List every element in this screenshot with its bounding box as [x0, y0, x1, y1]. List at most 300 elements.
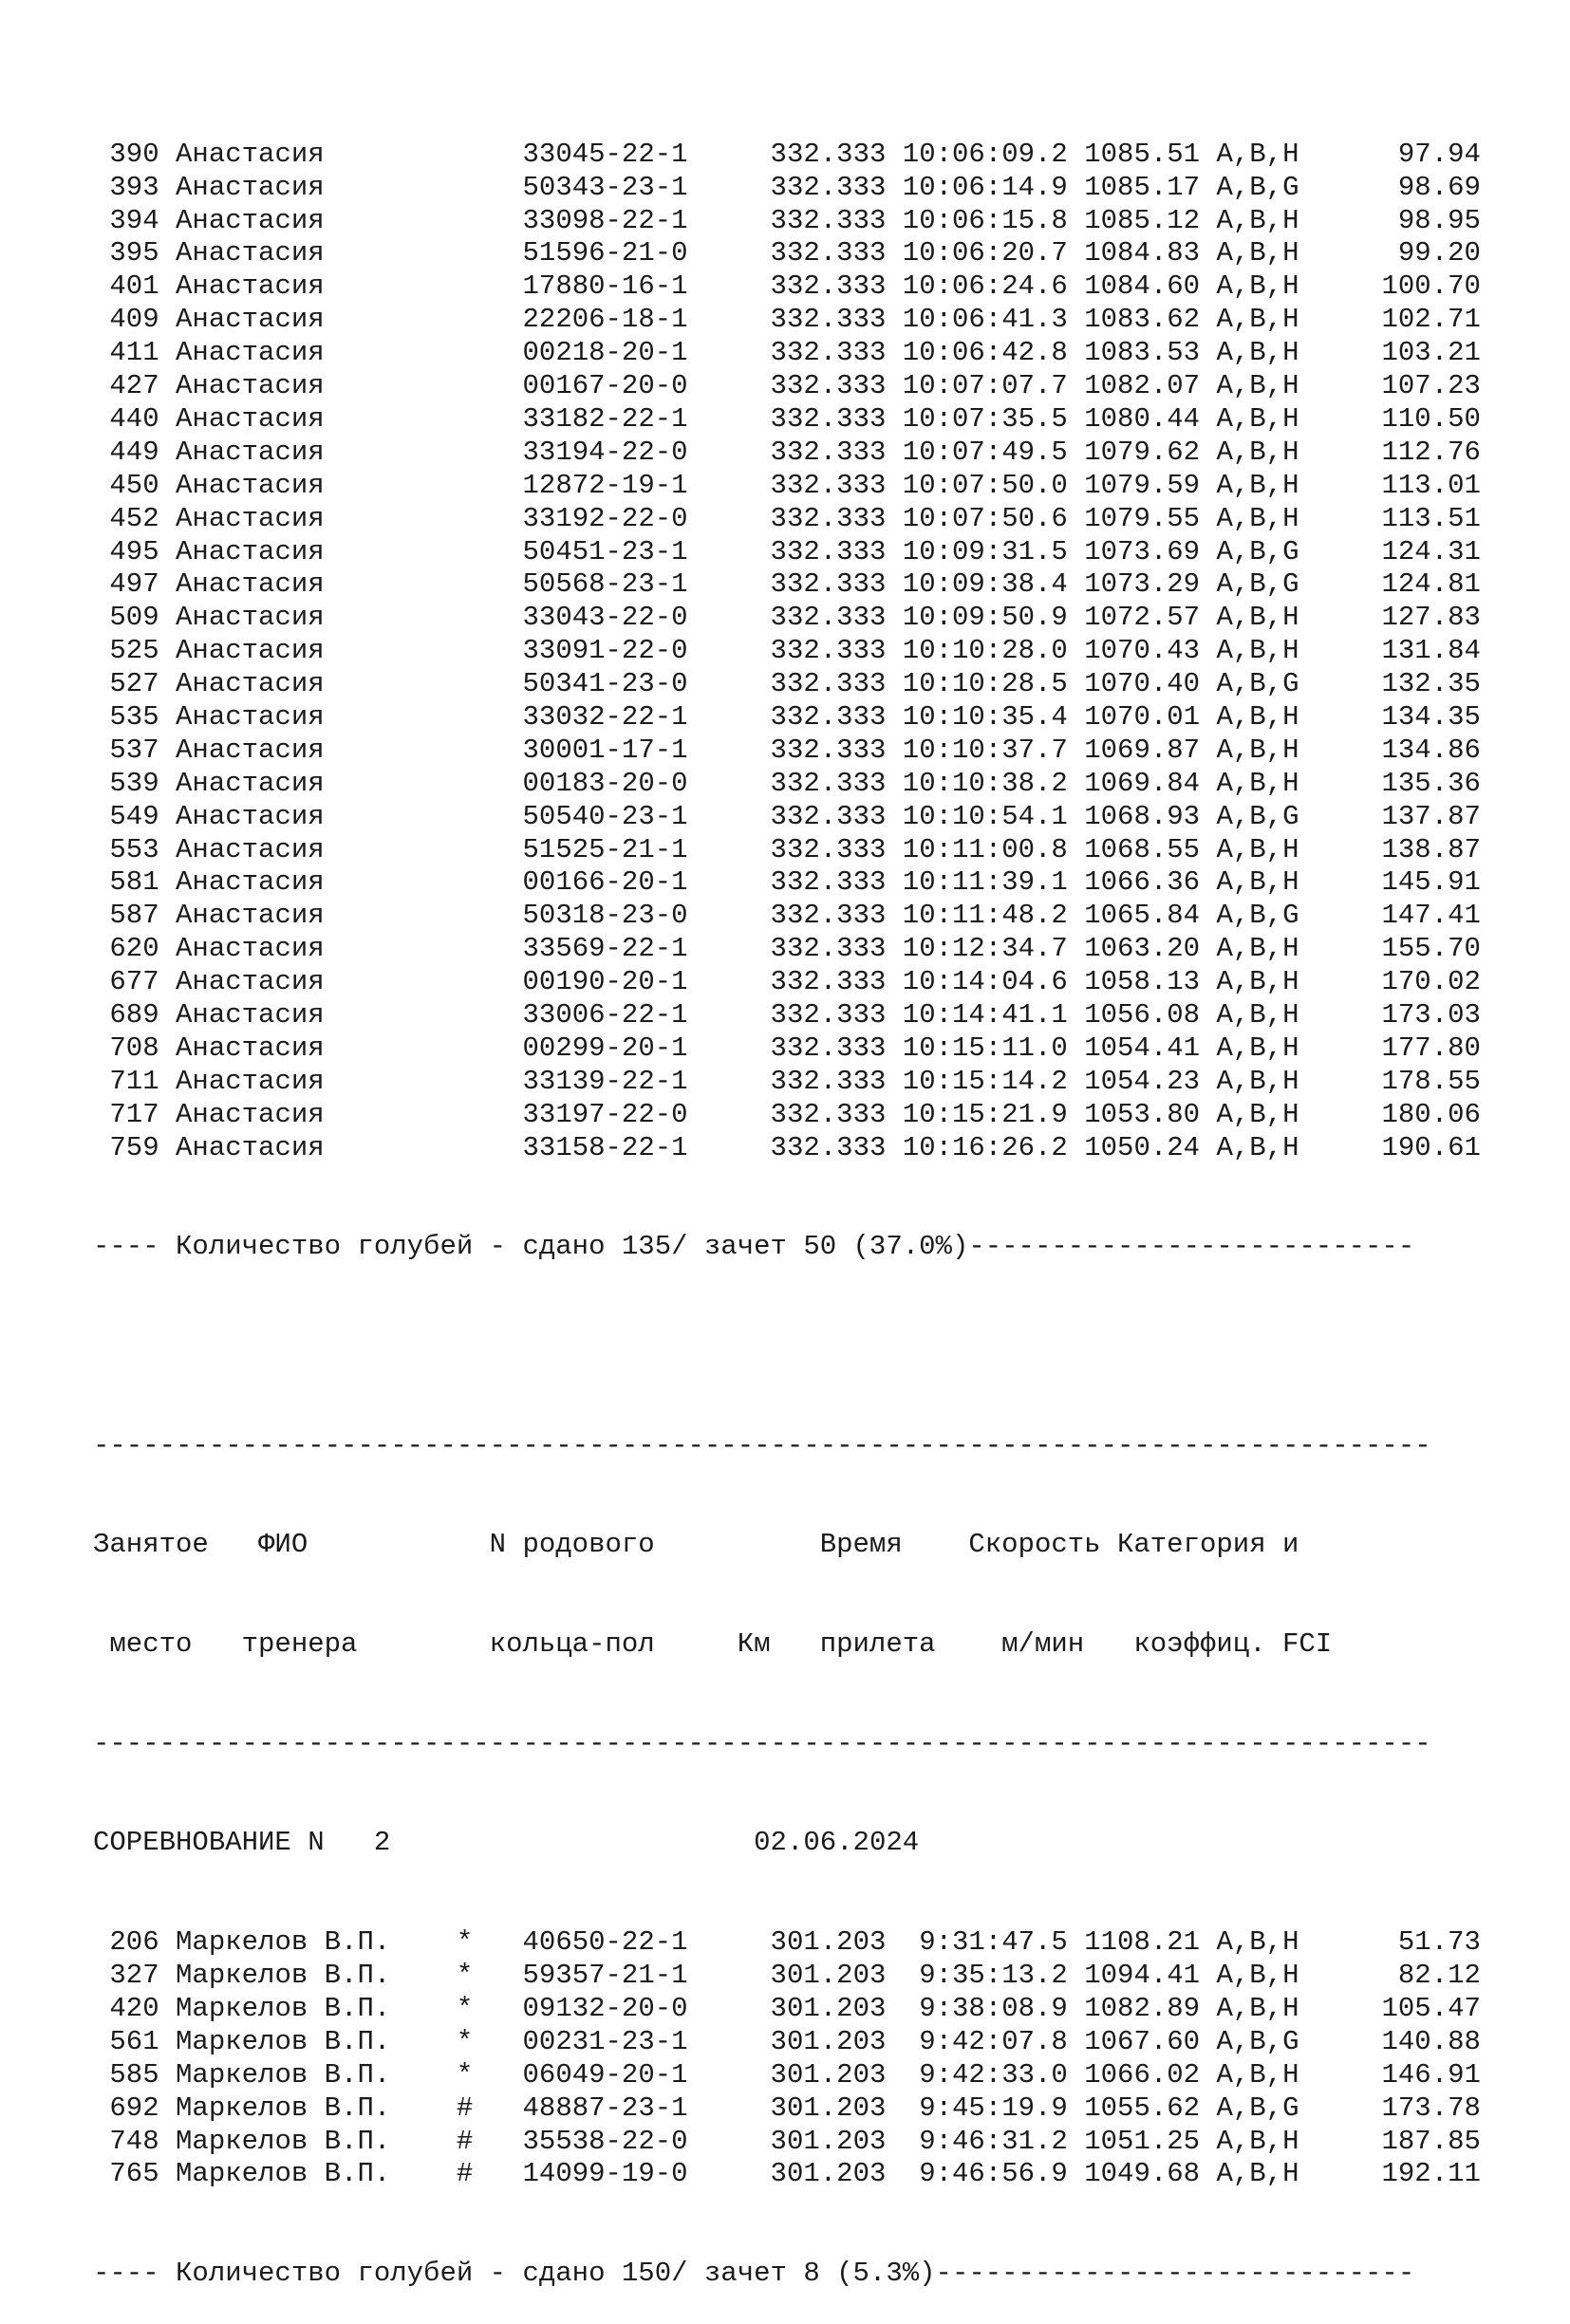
cell-time: 9:46:56.9 [886, 2158, 1068, 2190]
cell-coef: 112.76 [1299, 436, 1481, 468]
table-row [93, 635, 1481, 668]
cell-place: 587 [109, 900, 159, 932]
cell-time: 10:06:20.7 [886, 237, 1068, 270]
cell-spacer [159, 437, 176, 468]
cell-spacer [159, 2158, 176, 2189]
cell-place: 620 [109, 933, 159, 965]
cell-speed: 1085.51 [1084, 138, 1201, 170]
table-row [93, 866, 1481, 900]
cell-speed: 1058.13 [1084, 966, 1201, 998]
cell-spacer [159, 999, 176, 1031]
cell-time: 10:15:21.9 [886, 1098, 1068, 1130]
cell-name: Анастасия [176, 1131, 457, 1163]
cell-spacer [506, 999, 522, 1031]
cell-spacer [1200, 403, 1216, 435]
cell-spacer [1200, 2126, 1216, 2157]
cell-ring: 33032-22-1 [522, 700, 688, 733]
cell-ring: 59357-21-1 [522, 1960, 688, 1992]
cell-spacer [1200, 304, 1216, 335]
cell-ring: 33139-22-1 [522, 1065, 688, 1097]
cell-speed: 1070.40 [1084, 668, 1201, 700]
cell-ring: 00218-20-1 [522, 337, 688, 369]
cell-time: 10:07:50.0 [886, 469, 1068, 501]
cell-place: 411 [109, 337, 159, 369]
cell-category: A,B,G [1216, 800, 1299, 832]
cell-time: 10:06:42.8 [886, 337, 1068, 369]
cell-coef: 124.31 [1299, 535, 1481, 567]
cell-spacer [93, 734, 109, 766]
cell-time: 10:09:38.4 [886, 568, 1068, 601]
cell-time: 10:06:09.2 [886, 138, 1068, 170]
cell-spacer [93, 172, 109, 203]
cell-spacer [506, 2158, 522, 2189]
cell-mark [457, 403, 506, 435]
cell-km: 301.203 [687, 2158, 887, 2190]
cell-mark [457, 139, 506, 170]
cell-ring: 09132-20-0 [522, 1992, 688, 2024]
cell-spacer [93, 139, 109, 170]
cell-spacer [1068, 470, 1084, 501]
cell-name: Анастасия [176, 469, 457, 501]
cell-mark [457, 237, 506, 269]
cell-km: 301.203 [687, 1960, 887, 1992]
cell-spacer [1068, 205, 1084, 236]
cell-spacer [1200, 734, 1216, 766]
cell-spacer [93, 768, 109, 799]
table-row [93, 668, 1481, 701]
cell-ring: 35538-22-0 [522, 2125, 688, 2157]
table-row [93, 1960, 1481, 1993]
cell-spacer [1200, 768, 1216, 799]
cell-category: A,B,H [1216, 866, 1299, 899]
cell-spacer [93, 2158, 109, 2189]
cell-speed: 1080.44 [1084, 402, 1201, 435]
cell-time: 10:06:41.3 [886, 304, 1068, 336]
cell-time: 10:10:54.1 [886, 800, 1068, 832]
cell-time: 10:10:28.0 [886, 635, 1068, 667]
cell-coef: 100.70 [1299, 270, 1481, 303]
cell-spacer [506, 801, 522, 832]
cell-name: Анастасия [176, 237, 457, 270]
cell-coef: 98.69 [1299, 171, 1481, 203]
cell-spacer [1068, 403, 1084, 435]
cell-ring: 50451-23-1 [522, 535, 688, 567]
cell-mark [457, 337, 506, 368]
cell-spacer [159, 734, 176, 766]
cell-place: 409 [109, 304, 159, 336]
cell-spacer [1200, 337, 1216, 368]
cell-mark [457, 470, 506, 501]
cell-spacer [1068, 1132, 1084, 1163]
cell-ring: 40650-22-1 [522, 1926, 688, 1959]
cell-speed: 1072.57 [1084, 602, 1201, 634]
table-row [93, 1099, 1481, 1132]
cell-spacer [159, 2059, 176, 2091]
cell-spacer [1200, 668, 1216, 699]
cell-spacer [1068, 437, 1084, 468]
cell-spacer [506, 635, 522, 666]
cell-spacer [1068, 304, 1084, 335]
cell-km: 332.333 [687, 469, 887, 501]
title-date-spacer [390, 1827, 754, 1858]
cell-spacer [1200, 1032, 1216, 1064]
cell-km: 332.333 [687, 204, 887, 236]
cell-ring: 33569-22-1 [522, 933, 688, 965]
table-row [93, 734, 1481, 768]
cell-speed: 1050.24 [1084, 1131, 1201, 1163]
table-row [93, 900, 1481, 933]
cell-name: Маркелов В.П. [176, 1960, 457, 1992]
cell-spacer [1068, 933, 1084, 964]
cell-coef: 51.73 [1299, 1926, 1481, 1959]
cell-spacer [159, 503, 176, 534]
cell-coef: 124.81 [1299, 568, 1481, 601]
cell-speed: 1073.29 [1084, 568, 1201, 601]
cell-coef: 135.36 [1299, 767, 1481, 799]
cell-spacer [159, 1032, 176, 1064]
cell-spacer [506, 205, 522, 236]
competition-date: 02.06.2024 [754, 1827, 920, 1859]
cell-time: 9:42:07.8 [886, 2025, 1068, 2057]
cell-name: Анастасия [176, 900, 457, 932]
cell-spacer [1200, 437, 1216, 468]
table-row [93, 1132, 1481, 1165]
cell-spacer [93, 337, 109, 368]
cell-spacer [506, 437, 522, 468]
cell-time: 10:15:11.0 [886, 1032, 1068, 1064]
header-rule-bottom: --------------------------------------------------------------------------------- [93, 1727, 1431, 1759]
cell-ring: 33182-22-1 [522, 402, 688, 435]
table-row [93, 205, 1481, 238]
cell-category: A,B,H [1216, 2058, 1299, 2091]
cell-ring: 33192-22-0 [522, 502, 688, 534]
cell-km: 332.333 [687, 337, 887, 369]
table-row [93, 999, 1481, 1032]
cell-name: Анастасия [176, 866, 457, 899]
cell-time: 10:10:38.2 [886, 767, 1068, 799]
cell-mark [457, 205, 506, 236]
cell-place: 689 [109, 998, 159, 1031]
cell-coef: 173.78 [1299, 2092, 1481, 2124]
cell-category: A,B,H [1216, 469, 1299, 501]
cell-km: 332.333 [687, 933, 887, 965]
cell-time: 10:16:26.2 [886, 1131, 1068, 1163]
cell-spacer [1068, 503, 1084, 534]
cell-speed: 1079.62 [1084, 436, 1201, 468]
cell-category: A,B,G [1216, 900, 1299, 932]
cell-spacer [159, 768, 176, 799]
cell-time: 10:14:41.1 [886, 998, 1068, 1031]
cell-speed: 1066.36 [1084, 866, 1201, 899]
cell-km: 301.203 [687, 1992, 887, 2024]
cell-km: 332.333 [687, 900, 887, 932]
cell-coef: 145.91 [1299, 866, 1481, 899]
cell-spacer [1068, 734, 1084, 766]
cell-category: A,B,H [1216, 304, 1299, 336]
cell-time: 10:09:31.5 [886, 535, 1068, 567]
cell-category: A,B,H [1216, 2158, 1299, 2190]
cell-spacer [159, 801, 176, 832]
cell-speed: 1070.43 [1084, 635, 1201, 667]
cell-spacer [93, 1132, 109, 1163]
cell-spacer [159, 1960, 176, 1991]
cell-km: 301.203 [687, 1926, 887, 1959]
column-header-line-1: Занятое ФИО N родового Время Скорость Категория и [93, 1529, 1299, 1561]
cell-name: Анастасия [176, 1032, 457, 1064]
header-rule-top: --------------------------------------------------------------------------------- [93, 1429, 1431, 1461]
cell-place: 452 [109, 502, 159, 534]
cell-name: Маркелов В.П. [176, 2092, 457, 2124]
cell-spacer [159, 1066, 176, 1097]
cell-spacer [93, 536, 109, 567]
cell-category: A,B,H [1216, 237, 1299, 270]
cell-name: Анастасия [176, 1098, 457, 1130]
cell-name: Анастасия [176, 370, 457, 402]
cell-spacer [93, 2026, 109, 2057]
cell-place: 393 [109, 171, 159, 203]
cell-place: 495 [109, 535, 159, 567]
cell-spacer [1068, 139, 1084, 170]
cell-spacer [1200, 801, 1216, 832]
table-row [93, 2158, 1481, 2191]
cell-name: Анастасия [176, 668, 457, 700]
cell-km: 332.333 [687, 1032, 887, 1064]
table-row [93, 2126, 1481, 2159]
cell-coef: 98.95 [1299, 204, 1481, 236]
cell-coef: 173.03 [1299, 998, 1481, 1031]
cell-speed: 1069.87 [1084, 734, 1201, 766]
cell-place: 677 [109, 966, 159, 998]
cell-spacer [93, 503, 109, 534]
cell-spacer [1068, 337, 1084, 368]
cell-spacer [1200, 1066, 1216, 1097]
cell-time: 10:14:04.6 [886, 966, 1068, 998]
cell-time: 10:11:39.1 [886, 866, 1068, 899]
cell-mark [457, 437, 506, 468]
cell-spacer [1068, 2092, 1084, 2124]
cell-place: 765 [109, 2158, 159, 2190]
cell-mark: * [456, 1992, 507, 2024]
cell-ring: 33043-22-0 [522, 602, 688, 634]
cell-speed: 1053.80 [1084, 1098, 1201, 1130]
cell-mark [457, 568, 506, 600]
cell-category: A,B,H [1216, 635, 1299, 667]
cell-spacer [93, 2126, 109, 2157]
cell-spacer [506, 602, 522, 633]
cell-km: 332.333 [687, 700, 887, 733]
cell-km: 332.333 [687, 833, 887, 865]
cell-spacer [159, 2026, 176, 2057]
cell-time: 10:06:24.6 [886, 270, 1068, 303]
cell-spacer [93, 701, 109, 733]
cell-mark [457, 734, 506, 766]
cell-mark [457, 966, 506, 997]
cell-spacer [1068, 801, 1084, 832]
cell-speed: 1084.60 [1084, 270, 1201, 303]
cell-spacer [1200, 139, 1216, 170]
cell-coef: 177.80 [1299, 1032, 1481, 1064]
cell-mark [457, 1032, 506, 1064]
cell-place: 585 [109, 2058, 159, 2091]
cell-spacer [93, 568, 109, 600]
cell-spacer [1200, 503, 1216, 534]
cell-spacer [93, 834, 109, 865]
cell-spacer [1200, 834, 1216, 865]
cell-spacer [506, 1960, 522, 1991]
cell-category: A,B,H [1216, 1926, 1299, 1959]
cell-place: 549 [109, 800, 159, 832]
cell-category: A,B,H [1216, 998, 1299, 1031]
cell-spacer [159, 568, 176, 600]
cell-ring: 33098-22-1 [522, 204, 688, 236]
cell-spacer [1200, 635, 1216, 666]
table-row [93, 503, 1481, 536]
cell-name: Анастасия [176, 933, 457, 965]
cell-category: A,B,H [1216, 1098, 1299, 1130]
cell-time: 9:38:08.9 [886, 1992, 1068, 2024]
cell-spacer [506, 1066, 522, 1097]
cell-spacer [1068, 1993, 1084, 2024]
cell-spacer [93, 370, 109, 401]
cell-km: 332.333 [687, 1065, 887, 1097]
cell-mark [457, 304, 506, 335]
cell-place: 390 [109, 138, 159, 170]
cell-mark [457, 933, 506, 964]
cell-spacer [1068, 966, 1084, 997]
cell-category: A,B,H [1216, 204, 1299, 236]
cell-category: A,B,G [1216, 668, 1299, 700]
cell-category: A,B,G [1216, 2092, 1299, 2124]
cell-place: 535 [109, 700, 159, 733]
cell-km: 301.203 [687, 2125, 887, 2157]
cell-spacer [159, 834, 176, 865]
cell-speed: 1051.25 [1084, 2125, 1201, 2157]
cell-spacer [506, 668, 522, 699]
cell-km: 332.333 [687, 767, 887, 799]
cell-spacer [93, 801, 109, 832]
cell-ring: 50343-23-1 [522, 171, 688, 203]
column-header-line-2: место тренера кольца-пол Км прилета м/мин коэффиц. FCI [93, 1628, 1333, 1661]
table-row [93, 237, 1481, 270]
cell-spacer [93, 2059, 109, 2091]
cell-spacer [159, 966, 176, 997]
cell-speed: 1068.93 [1084, 800, 1201, 832]
cell-spacer [1068, 2126, 1084, 2157]
table-row [93, 933, 1481, 966]
competition-title: СОРЕВНОВАНИЕ N 2 [93, 1827, 391, 1859]
cell-category: A,B,H [1216, 436, 1299, 468]
cell-category: A,B,H [1216, 1992, 1299, 2024]
cell-spacer [159, 1993, 176, 2024]
cell-coef: 113.51 [1299, 502, 1481, 534]
cell-time: 10:15:14.2 [886, 1065, 1068, 1097]
cell-category: A,B,H [1216, 370, 1299, 402]
cell-category: A,B,H [1216, 2125, 1299, 2157]
cell-spacer [93, 1032, 109, 1064]
table-row [93, 403, 1481, 437]
cell-spacer [1200, 1099, 1216, 1130]
cell-coef: 138.87 [1299, 833, 1481, 865]
cell-spacer [1200, 2092, 1216, 2124]
cell-speed: 1055.62 [1084, 2092, 1201, 2124]
cell-ring: 48887-23-1 [522, 2092, 688, 2124]
cell-spacer [1068, 668, 1084, 699]
cell-spacer [159, 1132, 176, 1163]
cell-speed: 1085.12 [1084, 204, 1201, 236]
table-row [93, 370, 1481, 403]
cell-category: A,B,H [1216, 1032, 1299, 1064]
cell-speed: 1068.55 [1084, 833, 1201, 865]
cell-ring: 12872-19-1 [522, 469, 688, 501]
cell-spacer [159, 1926, 176, 1958]
table-row [93, 768, 1481, 801]
cell-spacer [506, 304, 522, 335]
cell-ring: 06049-20-1 [522, 2058, 688, 2091]
cell-coef: 132.35 [1299, 668, 1481, 700]
cell-spacer [93, 403, 109, 435]
cell-km: 332.333 [687, 966, 887, 998]
cell-spacer [1200, 2158, 1216, 2189]
cell-spacer [1200, 2026, 1216, 2057]
cell-speed: 1063.20 [1084, 933, 1201, 965]
cell-spacer [506, 2026, 522, 2057]
cell-category: A,B,G [1216, 171, 1299, 203]
table-row [93, 1993, 1481, 2026]
cell-speed: 1082.89 [1084, 1992, 1201, 2024]
cell-speed: 1084.83 [1084, 237, 1201, 270]
cell-speed: 1066.02 [1084, 2058, 1201, 2091]
cell-mark: # [456, 2092, 507, 2124]
cell-name: Анастасия [176, 1065, 457, 1097]
cell-spacer [506, 834, 522, 865]
cell-category: A,B,H [1216, 337, 1299, 369]
cell-spacer [93, 270, 109, 302]
cell-spacer [93, 1960, 109, 1991]
cell-coef: 190.61 [1299, 1131, 1481, 1163]
cell-spacer [506, 1099, 522, 1130]
cell-spacer [1200, 568, 1216, 600]
cell-place: 711 [109, 1065, 159, 1097]
cell-spacer [1068, 2026, 1084, 2057]
cell-category: A,B,H [1216, 767, 1299, 799]
cell-place: 440 [109, 402, 159, 435]
cell-spacer [1200, 205, 1216, 236]
table-row [93, 437, 1481, 470]
blank-line [93, 1330, 1481, 1364]
cell-spacer [506, 701, 522, 733]
cell-time: 10:12:34.7 [886, 933, 1068, 965]
cell-place: 401 [109, 270, 159, 303]
cell-category: A,B,H [1216, 734, 1299, 766]
cell-km: 332.333 [687, 602, 887, 634]
cell-spacer [1068, 568, 1084, 600]
cell-spacer [1068, 172, 1084, 203]
cell-speed: 1073.69 [1084, 535, 1201, 567]
table-row [93, 1926, 1481, 1960]
cell-time: 9:35:13.2 [886, 1960, 1068, 1992]
cell-spacer [506, 403, 522, 435]
cell-spacer [93, 999, 109, 1031]
cell-coef: 105.47 [1299, 1992, 1481, 2024]
cell-place: 748 [109, 2125, 159, 2157]
table-row [93, 2092, 1481, 2126]
cell-category: A,B,H [1216, 833, 1299, 865]
cell-spacer [93, 933, 109, 964]
cell-mark: * [456, 1926, 507, 1959]
cell-mark [457, 900, 506, 931]
table-row [93, 834, 1481, 867]
cell-name: Маркелов В.П. [176, 2058, 457, 2091]
